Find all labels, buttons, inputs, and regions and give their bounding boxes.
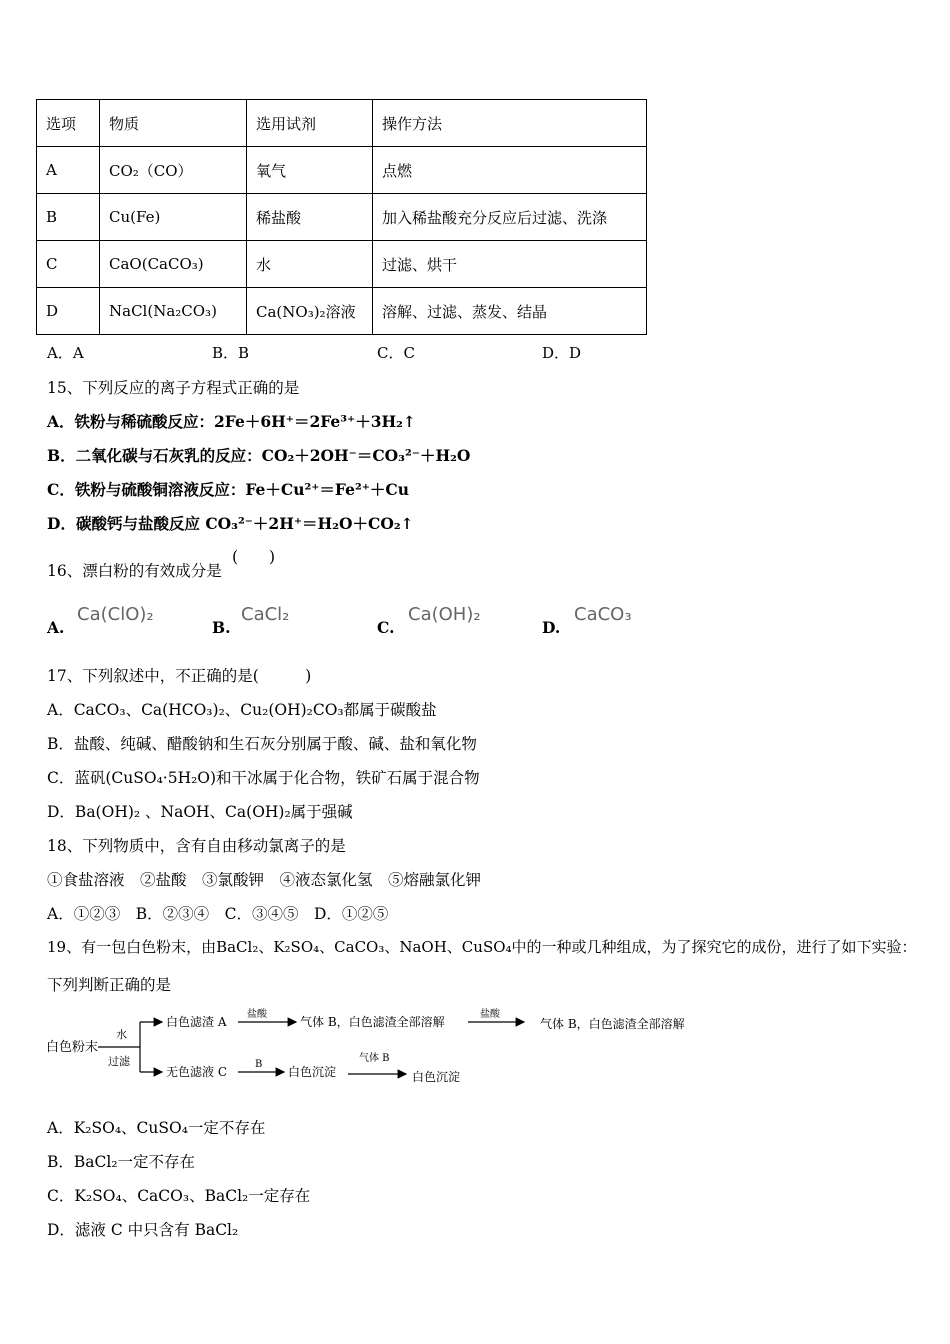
q16-formula-a: Ca(ClO)₂ [77, 604, 154, 625]
diagram-gas-b: 气体 B [359, 1053, 390, 1064]
answer-d: D．D [542, 344, 582, 362]
table-row [37, 147, 647, 194]
cell-reagent: 氧气 [247, 147, 373, 194]
cell-method: 加入稀盐酸充分反应后过滤、洗涤 [373, 194, 647, 241]
q19-option-b: B．BaCl₂一定不存在 [47, 1153, 196, 1171]
cell-substance: Cu(Fe) [100, 194, 247, 241]
q17-stem: 17、下列叙述中，不正确的是( ) [47, 667, 312, 685]
cell-option: B [37, 194, 100, 241]
cell-method: 溶解、过滤、蒸发、结晶 [373, 288, 647, 335]
cell-option: C [37, 241, 100, 288]
q18-items: ①食盐溶液 ②盐酸 ③氯酸钾 ④液态氯化氢 ⑤熔融氯化钾 [47, 871, 482, 889]
q19-option-d: D．滤液 C 中只含有 BaCl₂ [47, 1221, 239, 1239]
cell-option: A [37, 147, 100, 194]
diagram-precipitate: 白色沉淀 [288, 1065, 337, 1079]
header-substance: 物质 [100, 100, 247, 147]
cell-reagent: Ca(NO₃)₂溶液 [247, 288, 373, 335]
answer-b: B．B [212, 344, 250, 362]
q17-option-d: D．Ba(OH)₂ 、NaOH、Ca(OH)₂属于强碱 [47, 803, 353, 821]
cell-substance: NaCl(Na₂CO₃) [100, 288, 247, 335]
q19-stem2: 下列判断正确的是 [47, 976, 172, 994]
cell-substance: CO₂（CO） [100, 147, 247, 194]
answer-c: C．C [377, 344, 415, 362]
separation-table [36, 99, 647, 335]
q16-formula-d: CaCO₃ [574, 604, 632, 625]
diagram-precipitate2: 白色沉淀 [412, 1070, 461, 1084]
cell-method: 过滤、烘干 [373, 241, 647, 288]
q15-option-d: D．碳酸钙与盐酸反应 CO₃²⁻＋2H⁺＝H₂O＋CO₂↑ [47, 514, 414, 533]
q16-formula-c: Ca(OH)₂ [408, 604, 481, 625]
diagram-hcl1: 盐酸 [247, 1009, 267, 1020]
cell-method: 点燃 [373, 147, 647, 194]
diagram-filtrate-c: 无色滤液 C [166, 1065, 227, 1079]
cell-reagent: 水 [247, 241, 373, 288]
table-header-row [37, 100, 647, 147]
diagram-water: 水 [116, 1028, 127, 1041]
diagram-hcl2: 盐酸 [480, 1009, 500, 1020]
experiment-diagram [40, 1005, 720, 1090]
q16-label-a: A. [47, 618, 65, 637]
q15-option-c: C．铁粉与硫酸铜溶液反应：Fe＋Cu²⁺＝Fe²⁺＋Cu [47, 480, 410, 499]
header-reagent: 选用试剂 [247, 100, 373, 147]
header-method: 操作方法 [373, 100, 647, 147]
diagram-gas-dissolve: 气体 B，白色滤渣全部溶解 [300, 1015, 445, 1029]
q16-label-c: C. [377, 618, 395, 637]
cell-option: D [37, 288, 100, 335]
q15-option-b: B．二氧化碳与石灰乳的反应：CO₂＋2OH⁻＝CO₃²⁻＋H₂O [47, 446, 471, 465]
q15-option-a: A．铁粉与稀硫酸反应：2Fe＋6H⁺＝2Fe³⁺＋3H₂↑ [47, 412, 416, 431]
q16-stem: 16、漂白粉的有效成分是 [47, 562, 222, 580]
q16-label-b: B. [212, 618, 231, 637]
q19-option-a: A．K₂SO₄、CuSO₄一定不存在 [47, 1119, 266, 1137]
diagram-b: B [255, 1059, 263, 1070]
q17-option-a: A．CaCO₃、Ca(HCO₃)₂、Cu₂(OH)₂CO₃都属于碳酸盐 [47, 701, 437, 719]
cell-substance: CaO(CaCO₃) [100, 241, 247, 288]
q18-stem: 18、下列物质中，含有自由移动氯离子的是 [47, 837, 346, 855]
q19-option-c: C．K₂SO₄、CaCO₃、BaCl₂一定存在 [47, 1187, 311, 1205]
table-row [37, 288, 647, 335]
table-row [37, 241, 647, 288]
cell-reagent: 稀盐酸 [247, 194, 373, 241]
q16-paren: ( ) [232, 548, 276, 566]
diagram-residue-a: 白色滤渣 A [166, 1015, 227, 1029]
q17-option-b: B．盐酸、纯碱、醋酸钠和生石灰分别属于酸、碱、盐和氧化物 [47, 735, 477, 753]
table-row [37, 194, 647, 241]
q19-stem: 19、有一包白色粉末，由BaCl₂、K₂SO₄、CaCO₃、NaOH、CuSO₄中的一种或几种组成，为了探究它的成份，进行了如下实验： [47, 938, 917, 956]
q17-option-c: C．蓝矾(CuSO₄·5H₂O)和干冰属于化合物，铁矿石属于混合物 [47, 769, 480, 787]
diagram-gas-dissolve2: 气体 B，白色滤渣全部溶解 [540, 1017, 685, 1031]
q15-stem: 15、下列反应的离子方程式正确的是 [47, 379, 300, 397]
diagram-filter: 过滤 [108, 1055, 130, 1068]
q16-label-d: D. [542, 618, 561, 637]
q18-options: A．①②③ B．②③④ C．③④⑤ D．①②⑤ [47, 905, 389, 923]
answer-a: A．A [47, 344, 84, 362]
q16-formula-b: CaCl₂ [241, 604, 290, 625]
header-option: 选项 [37, 100, 100, 147]
diagram-start: 白色粉末 [46, 1040, 99, 1055]
